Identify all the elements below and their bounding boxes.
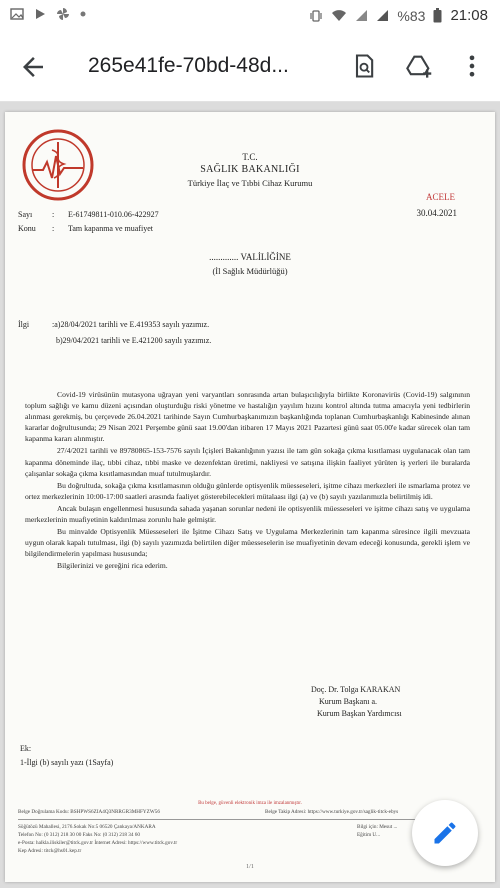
- egitim-contact: Eğitim U...: [357, 832, 381, 838]
- edit-pencil-icon: [431, 819, 459, 847]
- paragraph: 27/4/2021 tarihli ve 89780865-153-7576 sayılı İçişleri Bakanlığının yazısı ile tam gün sokağa çıkma kısıtlaması uygulanacak olan tam kapanma döneminde ilaç, tıbbi cihaz, tıbbi maske ve dezenfektan üretimi, nakliyesi ve satışına ilişkin faaliyet yürüten iş yerleri ile buralarda çalışanlar sokağa çıkma kısıtlamasından muaf tutulmuşlardır.: [25, 446, 470, 478]
- sayi-value: E-61749811-010.06-422927: [68, 210, 159, 219]
- status-bar: [0, 0, 500, 30]
- signatory-name: Doç. Dr. Tolga KARAKAN: [311, 685, 401, 694]
- play-icon: [34, 8, 46, 20]
- paragraph: Bu minvalde Optisyenlik Müesseseleri ile İşitme Cihazı Satış ve Uygulama Merkezlerinin tam kapanma süresince ilgili mevzuata uygun olarak kapalı tutulması, ilgi (b) sayılı yazımızda belirtilen diğer müesseselerin ise muafiyetinin devam edeceği konusunda, gerekli işlem ve bilgilendirmelerin yapılması hususunda;: [25, 527, 470, 559]
- agency-heading: Türkiye İlaç ve Tıbbi Cihaz Kurumu: [187, 178, 313, 188]
- tc-heading: T.C.: [242, 152, 258, 162]
- footer-divider: [18, 819, 458, 820]
- paragraph: Bilgilerinizi ve gereğini rica ederim.: [57, 561, 168, 571]
- postal-address: Söğütözü Mahallesi, 2176.Sokak No:5 06520 Çankaya/ANKARA: [18, 824, 156, 830]
- page-number: 1/1: [246, 864, 254, 870]
- clock: 21:08: [450, 7, 488, 24]
- kep-address: Kep Adresi: titck@hs01.kep.tr: [18, 848, 82, 854]
- document-date: 30.04.2021: [416, 208, 457, 218]
- konu-label: Konu: [18, 224, 36, 233]
- konu-value: Tam kapanma ve muafiyet: [68, 224, 153, 233]
- paragraph: Ancak bulaşın engellenmesi hususunda sahada yaşanan sorunlar nedeni ile optisyenlik müesseseleri ve işitme cihazı satış ve uygulama merkezlerinin muafiyetinin kaldırılması zorunlu hale gelmiştir.: [25, 503, 470, 525]
- back-arrow-icon[interactable]: [18, 52, 48, 82]
- vibrate-icon: [309, 9, 323, 23]
- addressee: ............. VALİLİĞİNE: [209, 252, 291, 262]
- battery-percent: %83: [397, 7, 426, 24]
- dot-icon: [80, 11, 86, 17]
- paragraph: Covid-19 virüsünün mutasyona uğrayan yeni varyantları sonrasında artan bulaşıcılığıyla birlikte Koronavirüs (Covid-19) salgınının toplum sağlığı ve kamu düzeni açısından oluşturduğu riski yönetme ve hastalığın yayılım hızını kontrol altında tutma amacıyla yeni tedbirlerin alınması gerekmiş, bu çerçevede 26.04.2021 tarihinde Sayın Cumhurbaşkanımızın başkanlığında toplanan Cumhurbaşkanlığı Kabinesinde alınan kararlar doğrultusunda; 29 Nisan 2021 Perşembe günü saat 19.00'dan itibaren 17 Mayıs 2021 Pazartesi günü saat 05.00'e kadar sürecek olan tam kapanma kararı alınmıştır.: [25, 390, 470, 444]
- battery-icon: [433, 8, 442, 23]
- ek-label: Ek:: [20, 744, 32, 753]
- more-vert-icon[interactable]: [458, 52, 486, 80]
- ilgi-label: İlgi: [18, 320, 30, 329]
- search-document-icon[interactable]: [350, 52, 378, 80]
- info-contact: Bilgi için: Mesut ...: [357, 824, 398, 830]
- signal-icon: [376, 9, 389, 22]
- e-signature-notice: Bu belge, güvenli elektronik imza ile imzalanmıştır.: [198, 801, 302, 806]
- paragraph: Bu doğrultuda, sokağa çıkma kısıtlamasının olduğu günlerde optisyenlik müesseseleri, işitme cihazı merkezleri ile ısmarlama protez ve ortez merkezlerinin 10:00-17:00 saatleri arasında faaliyet gösterebilecekleri mütalaası ilgi (a) ve (b) sayılı yazılarımızla belirtilmiş idi.: [25, 480, 470, 501]
- addressee-sub: (İl Sağlık Müdürlüğü): [212, 266, 288, 276]
- ilgi-a-row: [18, 320, 209, 329]
- phone-fax: Telefon No: (0 312) 218 30 00 Faks No: (0 312) 218 34 60: [18, 832, 140, 838]
- signal-icon: [355, 9, 368, 22]
- verification-code: Belge Doğrulama Kodu: BSHPWS6ZIA4Q3NRRGR3MHFYZW56: [18, 809, 160, 815]
- colon: :: [52, 224, 55, 233]
- ek-item: 1-İlgi (b) sayılı yazı (1Sayfa): [20, 758, 114, 767]
- letter-body: [25, 389, 470, 573]
- colon: :: [52, 210, 55, 219]
- add-to-drive-icon[interactable]: [405, 52, 433, 80]
- email-web: e-Posta: halkla.iliskiler@titck.gov.tr İnternet Adresi: https://www.titck.gov.tr: [18, 840, 178, 846]
- tracking-address: Belge Takip Adresi: https://www.turkiye.gov.tr/saglik-titck-ebys: [265, 809, 399, 815]
- sayi-row: [18, 210, 159, 219]
- ilgi-a: :a)28/04/2021 tarihli ve E.419353 sayılı yazımız.: [52, 320, 210, 329]
- ilgi-b: b)29/04/2021 tarihli ve E.421200 sayılı yazımız.: [56, 336, 212, 345]
- wifi-icon: [331, 9, 347, 22]
- signatory-title: Kurum Başkan Yardımcısı: [317, 709, 402, 718]
- urgent-label: ACELE: [426, 192, 455, 202]
- edit-fab-button[interactable]: [412, 800, 478, 866]
- gallery-icon: [10, 8, 24, 20]
- document-title: 265e41fe-70bd-48d...: [88, 54, 289, 77]
- app-bar: [0, 30, 500, 102]
- document-page: [5, 112, 495, 882]
- signatory-title: Kurum Başkanı a.: [319, 697, 377, 706]
- konu-row: [18, 224, 153, 233]
- pinwheel-icon: [56, 7, 70, 21]
- ministry-heading: SAĞLIK BAKANLIĞI: [200, 164, 300, 175]
- sayi-label: Sayı: [18, 210, 33, 219]
